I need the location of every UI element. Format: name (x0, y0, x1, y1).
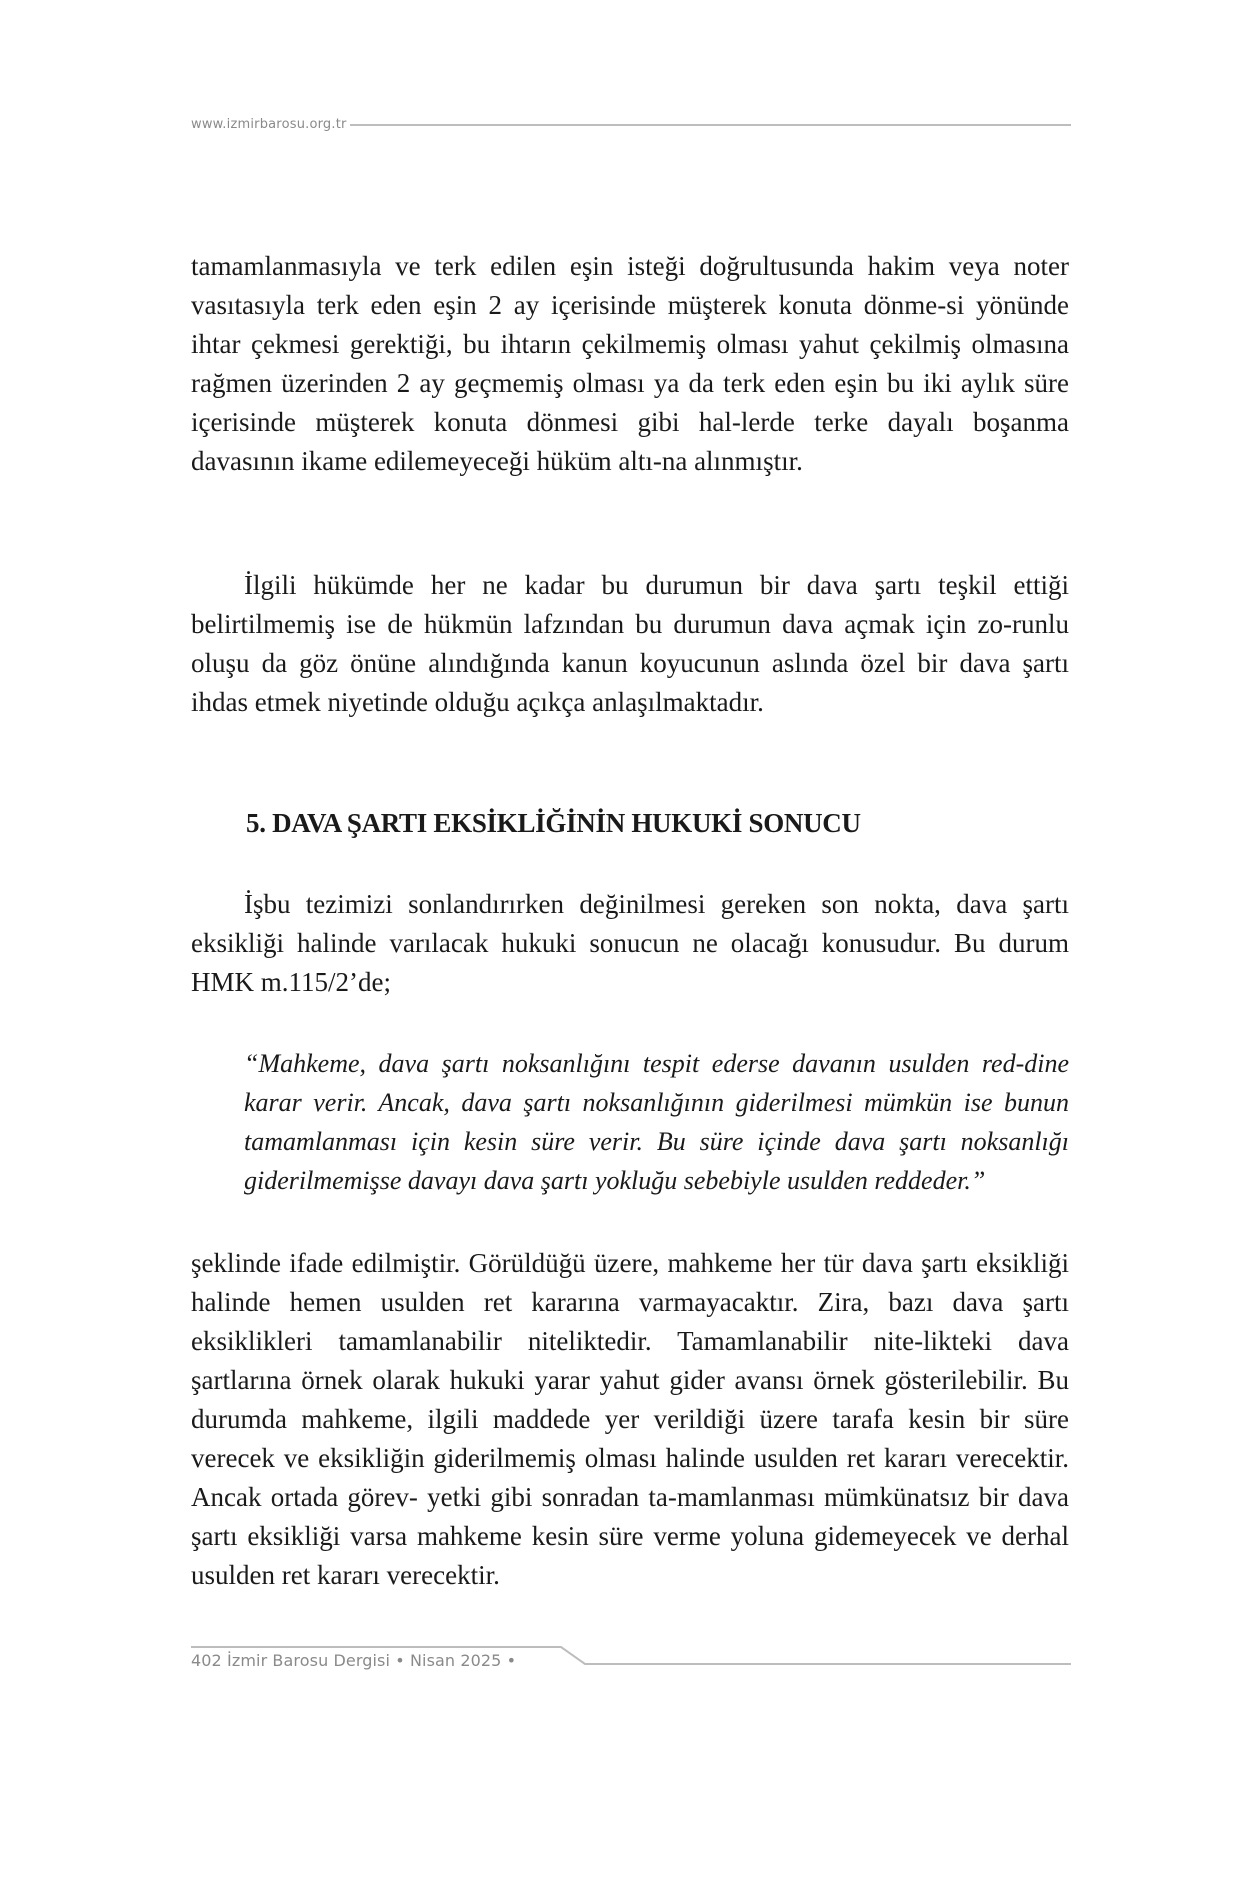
section-heading: 5. DAVA ŞARTI EKSİKLİĞİNİN HUKUKİ SONUCU (246, 808, 861, 838)
header-url: www.izmirbarosu.org.tr (191, 116, 347, 132)
block-quote (244, 1044, 1069, 1200)
quote-text: “Mahkeme, dava şartı noksanlığını tespit ederse davanın usulden red-dine karar verir. Ancak, dava şartı noksanlığının giderilmesi mümkün ise bunun tamamlanması için kesin süre verir. Bu süre içinde dava şartı noksanlığı giderilmemişse davayı dava şartı yokluğu sebebiyle usulden reddeder.” (244, 1049, 1069, 1195)
page-footer (191, 1640, 1071, 1680)
header-rule (350, 124, 1071, 126)
body-paragraph-4 (191, 1244, 1069, 1595)
page-header (191, 113, 1071, 135)
footer-text: 402 İzmir Barosu Dergisi • Nisan 2025 • (191, 1651, 517, 1670)
body-paragraph-1 (191, 247, 1069, 481)
paragraph-text: tamamlanmasıyla ve terk edilen eşin isteği doğrultusunda hakim veya noter vasıtasıyla terk eden eşin 2 ay içerisinde müşterek konuta dönme-si yönünde ihtar çekmesi gerektiği, bu ihtarın çekilmemiş olması yahut çekilmiş olmasına rağmen üzerinden 2 ay geçmemiş olması ya da terk eden eşin bu iki aylık süre içerisinde müşterek konuta dönmesi gibi hal-lerde terke dayalı boşanma davasının ikame edilemeyeceği hüküm altı-na alınmıştır. (191, 251, 1069, 476)
paragraph-text: İşbu tezimizi sonlandırırken değinilmesi gereken son nokta, dava şartı eksikliği halinde varılacak hukuki sonucun ne olacağı konusudur. Bu durum HMK m.115/2’de; (191, 889, 1069, 997)
body-paragraph-3 (191, 885, 1069, 1002)
paragraph-text: İlgili hükümde her ne kadar bu durumun bir dava şartı teşkil ettiği belirtilmemiş ise de hükmün lafzından bu durumun dava açmak için zo-runlu oluşu da göz önüne alındığında kanun koyucunun aslında özel bir dava şartı ihdas etmek niyetinde olduğu açıkça anlaşılmaktadır. (191, 570, 1069, 717)
body-paragraph-2 (191, 566, 1069, 722)
paragraph-text: şeklinde ifade edilmiştir. Görüldüğü üzere, mahkeme her tür dava şartı eksikliği halinde hemen usulden ret kararına varmayacaktır. Zira, bazı dava şartı eksiklikleri tamamlanabilir niteliktedir. Tamamlanabilir nite-likteki dava şartlarına örnek olarak hukuki yarar yahut gider avansı örnek gösterilebilir. Bu durumda mahkeme, ilgili maddede yer verildiği üzere tarafa kesin bir süre verecek ve eksikliğin giderilmemiş olması halinde usulden ret kararı verecektir. Ancak ortada görev- yetki gibi sonradan ta-mamlanması mümkünatsız bir dava şartı eksikliği varsa mahkeme kesin süre verme yoluna gidemeyecek ve derhal usulden ret kararı verecektir. (191, 1248, 1069, 1590)
